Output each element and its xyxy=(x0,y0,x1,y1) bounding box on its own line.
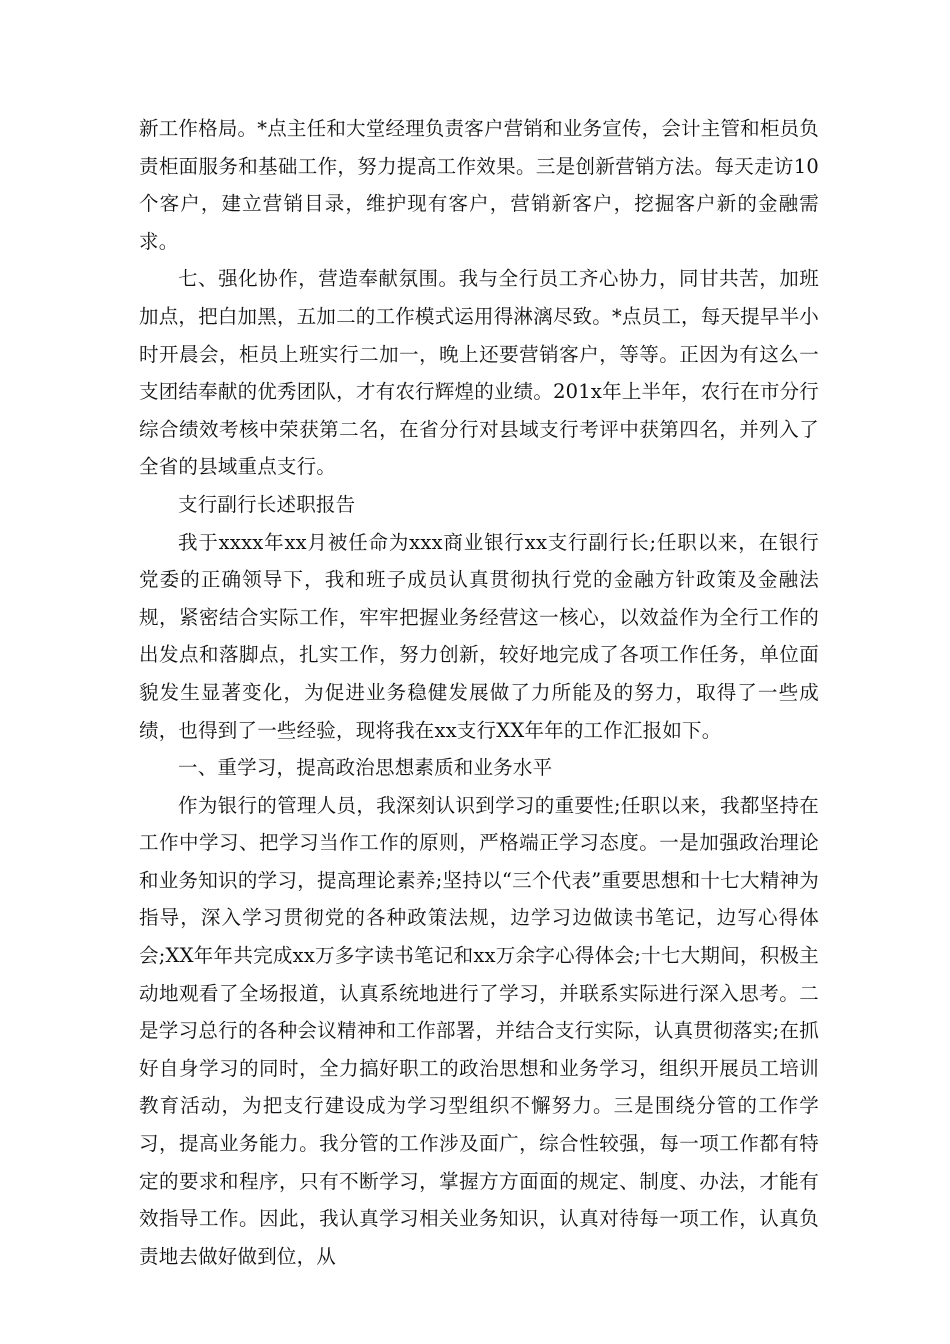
report-title: 支行副行长述职报告 xyxy=(178,492,356,516)
paragraph-study: 作为银行的管理人员，我深刻认识到学习的重要性;任职以来，我都坚持在工作中学习、把学习当作工作的原则，严格端正学习态度。一是加强政治理论和业务知识的学习，提高理论素养;坚持以“三个代表”重要思想和十七大精神为指导，深入学习贯彻党的各种政策法规，边学习边做读书笔记，边写心得体会;XX年年共完成xx万多字读书笔记和xx万余字心得体会;十七大期间，积极主动地观看了全场报道，认真系统地进行了学习，并联系实际进行深入思考。二是学习总行的各种会议精神和工作部署，并结合支行实际，认真贯彻落实;在抓好自身学习的同时，全力搞好职工的政治思想和业务学习，组织开展员工培训教育活动，为把支行建设成为学习型组织不懈努力。三是围绕分管的工作学习，提高业务能力。我分管的工作涉及面广，综合性较强，每一项工作都有特定的要求和程序，只有不断学习，掌握方方面面的规定、制度、办法，才能有效指导工作。因此，我认真学习相关业务知识，认真对待每一项工作，认真负责地去做好做到位，从 xyxy=(139,793,819,1268)
document-body xyxy=(139,110,819,1275)
paragraph-section-seven: 七、强化协作，营造奉献氛围。我与全行员工齐心协力，同甘共苦，加班加点，把白加黑，五加二的工作模式运用得淋漓尽致。*点员工，每天提早半小时开晨会，柜员上班实行二加一，晚上还要营销客户，等等。正因为有这么一支团结奉献的优秀团队，才有农行辉煌的业绩。201x年上半年，农行在市分行综合绩效考核中荣获第二名，在省分行对县域支行考评中获第四名，并列入了全省的县域重点支行。 xyxy=(139,267,819,479)
paragraph-intro: 我于xxxx年xx月被任命为xxx商业银行xx支行副行长;任职以来，在银行党委的正确领导下，我和班子成员认真贯彻执行党的金融方针政策及金融法规，紧密结合实际工作，牢牢把握业务经营这一核心，以效益作为全行工作的出发点和落脚点，扎实工作，努力创新，较好地完成了各项工作任务，单位面貌发生显著变化，为促进业务稳健发展做了力所能及的努力，取得了一些成绩，也得到了一些经验，现将我在xx支行XX年年的工作汇报如下。 xyxy=(139,530,819,742)
section-heading-study: 一、重学习，提高政治思想素质和业务水平 xyxy=(178,756,553,780)
paragraph-continuation: 新工作格局。*点主任和大堂经理负责客户营销和业务宣传，会计主管和柜员负责柜面服务和基础工作，努力提高工作效果。三是创新营销方法。每天走访10个客户，建立营销目录，维护现有客户，营销新客户，挖掘客户新的金融需求。 xyxy=(139,117,819,253)
